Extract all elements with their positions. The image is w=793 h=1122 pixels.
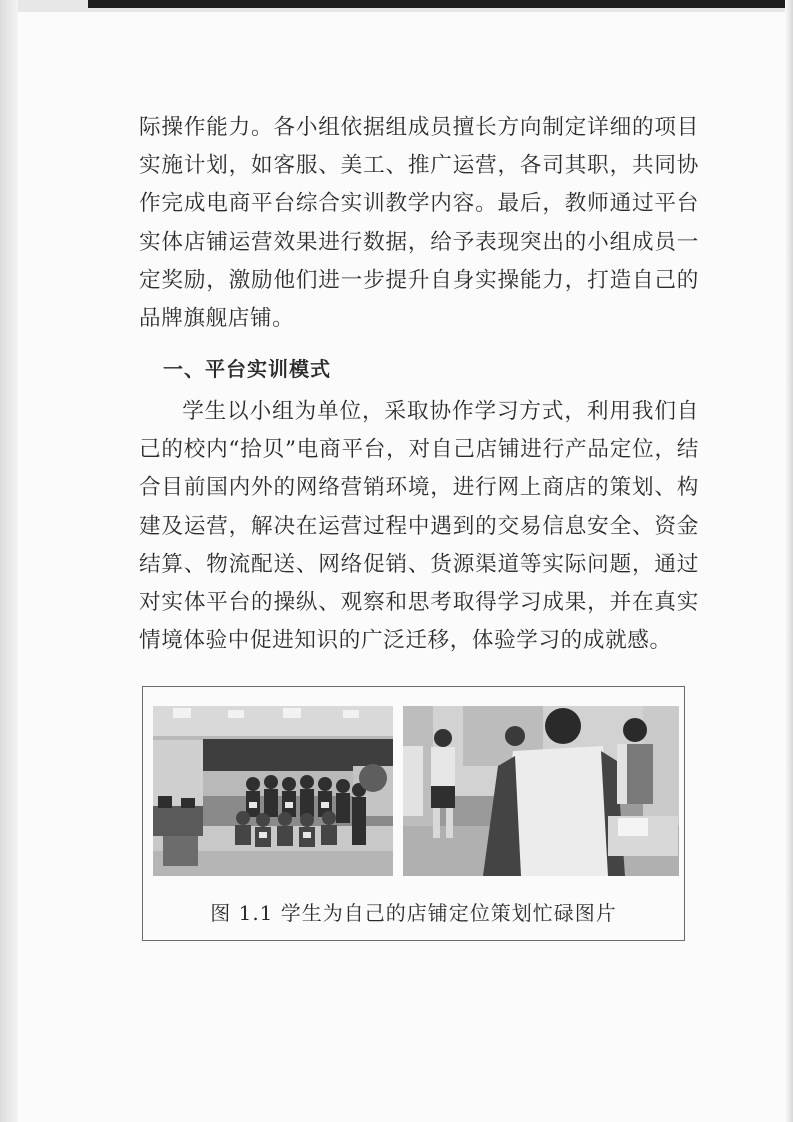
scan-shadow-top xyxy=(88,0,793,8)
students-working-photo xyxy=(403,706,679,876)
scan-edge-right xyxy=(785,0,793,1122)
intro-paragraph: 际操作能力。各小组依据组成员擅长方向制定详细的项目实施计划，如客服、美工、推广运营，各司其职，共同协作完成电商平台综合实训教学内容。最后，教师通过平台实体店铺运营效果进行数据，给予表现突出的小组成员一定奖励，激励他们进一步提升自身实操能力，打造自己的品牌旗舰店铺。 xyxy=(139,115,699,332)
section-heading: 一、平台实训模式 xyxy=(163,357,331,381)
scan-edge-left xyxy=(0,0,18,1122)
group-photo xyxy=(153,706,393,876)
body-paragraph: 学生以小组为单位，采取协作学习方式，利用我们自己的校内“拾贝”电商平台，对自己店铺进行产品定位，结合目前国内外的网络营销环境，进行网上商店的策划、构建及运营，解决在运营过程中遇到的交易信息安全、资金结算、物流配送、网络促销、货源渠道等实际问题，通过对实体平台的操纵、观察和思考取得学习成果，并在真实情境体验中促进知识的广泛迁移，体验学习的成就感。 xyxy=(139,399,699,654)
figure-caption: 图 1.1 学生为自己的店铺定位策划忙碌图片 xyxy=(210,901,617,925)
